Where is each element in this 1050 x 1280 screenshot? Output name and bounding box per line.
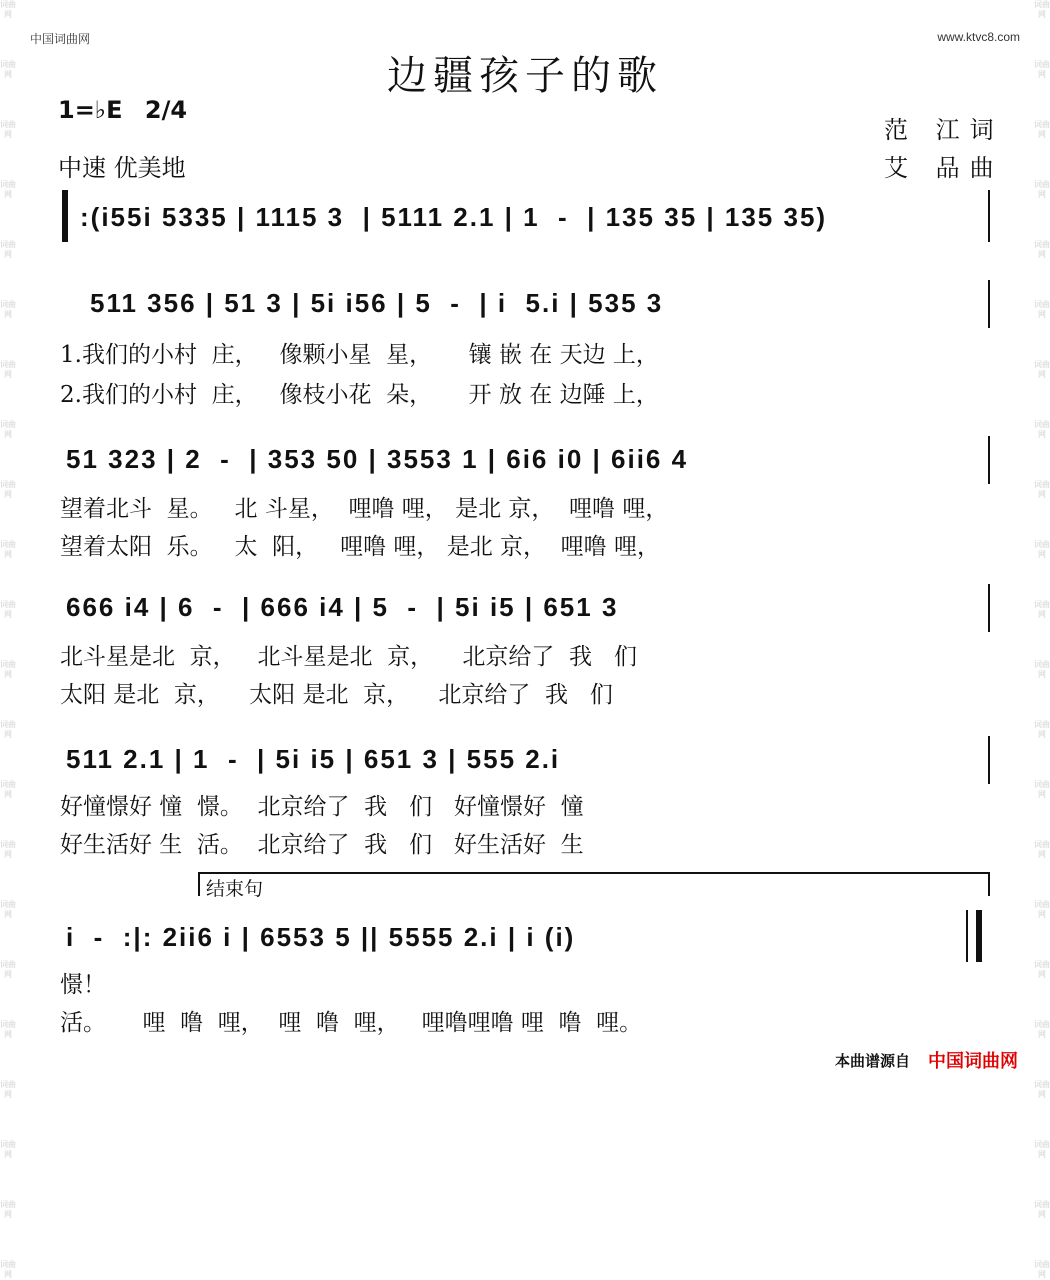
score-row-1: :(i55i 5335 | 1115 3 | 5111 2.1 | 1 - | 135 35 | 135 35) <box>80 202 828 232</box>
barline-end <box>988 584 990 632</box>
score-row-5: 511 2.1 | 1 - | 5i i5 | 651 3 | 555 2.i <box>66 744 561 774</box>
watermark-text: 词曲网 <box>0 180 16 199</box>
watermark-text: 词曲网 <box>0 1200 16 1219</box>
score-row-6: i - :|: 2ii6 i | 6553 5 || 5555 2.i | i (i) <box>66 922 576 952</box>
watermark-text: 词曲网 <box>0 420 16 439</box>
watermark-text: 词曲网 <box>1034 840 1050 859</box>
lyrics-row-6-verse-2: 活。 哩 噜 哩， 哩 噜 哩， 哩噜哩噜 哩 噜 哩。 <box>60 1010 643 1036</box>
final-barline-thin <box>966 910 968 962</box>
lyrics-row-4-verse-2: 太阳 是北 京， 太阳 是北 京， 北京给了 我 们 <box>60 682 613 708</box>
score-row-2: 511 356 | 51 3 | 5i i56 | 5 - | i 5.i | 535 3 <box>90 288 664 318</box>
watermark-text: 词曲网 <box>0 240 16 259</box>
watermark-text: 词曲网 <box>0 900 16 919</box>
watermark-text: 词曲网 <box>0 360 16 379</box>
watermark-text: 词曲网 <box>0 1140 16 1159</box>
lyrics-row-3-verse-2: 望着太阳 乐。 太 阳， 哩噜 哩， 是北 京， 哩噜 哩， <box>60 534 660 560</box>
watermark-text: 词曲网 <box>1034 300 1050 319</box>
watermark-text: 词曲网 <box>1034 180 1050 199</box>
watermark-text: 词曲网 <box>1034 1260 1050 1279</box>
repeat-start-barline <box>62 190 68 242</box>
final-barline <box>976 910 982 962</box>
lyrics-row-6-verse-1: 憬！ <box>60 972 106 998</box>
watermark-text: 词曲网 <box>0 660 16 679</box>
watermark-strip-left <box>0 0 16 1279</box>
watermark-text: 词曲网 <box>1034 0 1050 19</box>
watermark-text: 词曲网 <box>0 840 16 859</box>
watermark-text: 词曲网 <box>1034 480 1050 499</box>
watermark-text: 词曲网 <box>0 60 16 79</box>
tempo-marking: 中速 优美地 <box>58 154 186 182</box>
key-signature: 1=♭E 2/4 <box>58 96 188 124</box>
lyrics-row-5-verse-2: 好生活好 生 活。 北京给了 我 们 好生活好 生 <box>60 832 584 858</box>
barline-end <box>988 436 990 484</box>
site-url: www.ktvc8.com <box>937 30 1020 44</box>
watermark-text: 词曲网 <box>1034 540 1050 559</box>
score-row-4: 666 i4 | 6 - | 666 i4 | 5 - | 5i i5 | 651 3 <box>66 592 619 622</box>
watermark-text: 词曲网 <box>0 1020 16 1039</box>
barline-end <box>988 280 990 328</box>
watermark-text: 词曲网 <box>0 0 16 19</box>
watermark-text: 词曲网 <box>1034 420 1050 439</box>
ending-label: 结束句 <box>206 878 264 900</box>
source-brand-link[interactable]: 中国词曲网 <box>928 1051 1018 1072</box>
watermark-text: 词曲网 <box>1034 720 1050 739</box>
watermark-text: 词曲网 <box>1034 1200 1050 1219</box>
lyrics-row-2-verse-1: 1.我们的小村 庄， 像颗小星 星， 镶 嵌 在 天边 上， <box>60 342 659 368</box>
watermark-text: 词曲网 <box>1034 960 1050 979</box>
barline-end <box>988 736 990 784</box>
watermark-text: 词曲网 <box>0 780 16 799</box>
barline-end <box>988 190 990 242</box>
source-label: 本曲谱源自 <box>834 1052 910 1070</box>
watermark-text: 词曲网 <box>0 600 16 619</box>
song-title: 边疆孩子的歌 <box>387 53 663 99</box>
lyrics-row-5-verse-1: 好憧憬好 憧 憬。 北京给了 我 们 好憧憬好 憧 <box>60 794 584 820</box>
watermark-text: 词曲网 <box>1034 900 1050 919</box>
watermark-text: 词曲网 <box>1034 600 1050 619</box>
watermark-text: 词曲网 <box>1034 1140 1050 1159</box>
watermark-text: 词曲网 <box>1034 60 1050 79</box>
watermark-text: 词曲网 <box>0 960 16 979</box>
watermark-text: 词曲网 <box>0 300 16 319</box>
time-signature: 2/4 <box>144 96 188 124</box>
watermark-text: 词曲网 <box>1034 660 1050 679</box>
ending-bracket <box>198 872 990 896</box>
watermark-text: 词曲网 <box>0 1260 16 1279</box>
watermark-text: 词曲网 <box>0 720 16 739</box>
watermark-text: 词曲网 <box>0 120 16 139</box>
composer-credit: 艾 品曲 <box>884 154 1004 182</box>
watermark-text: 词曲网 <box>1034 360 1050 379</box>
lyrics-row-4-verse-1: 北斗星是北 京， 北斗星是北 京， 北京给了 我 们 <box>60 644 637 670</box>
site-name-left: 中国词曲网 <box>30 32 91 46</box>
watermark-text: 词曲网 <box>1034 1020 1050 1039</box>
watermark-text: 词曲网 <box>1034 240 1050 259</box>
watermark-text: 词曲网 <box>0 540 16 559</box>
score-row-3: 51 323 | 2 - | 353 50 | 3553 1 | 6i6 i0 | 6ii6 4 <box>66 444 689 474</box>
watermark-text: 词曲网 <box>1034 780 1050 799</box>
watermark-strip-right <box>1034 0 1050 1279</box>
watermark-text: 词曲网 <box>0 1080 16 1099</box>
watermark-text: 词曲网 <box>0 480 16 499</box>
watermark-text: 词曲网 <box>1034 1080 1050 1099</box>
lyricist-credit: 范 江词 <box>884 116 1004 144</box>
lyrics-row-2-verse-2: 2.我们的小村 庄， 像枝小花 朵， 开 放 在 边陲 上， <box>60 382 659 408</box>
lyrics-row-3-verse-1: 望着北斗 星。 北 斗星， 哩噜 哩， 是北 京， 哩噜 哩， <box>60 496 669 522</box>
watermark-text: 词曲网 <box>1034 120 1050 139</box>
